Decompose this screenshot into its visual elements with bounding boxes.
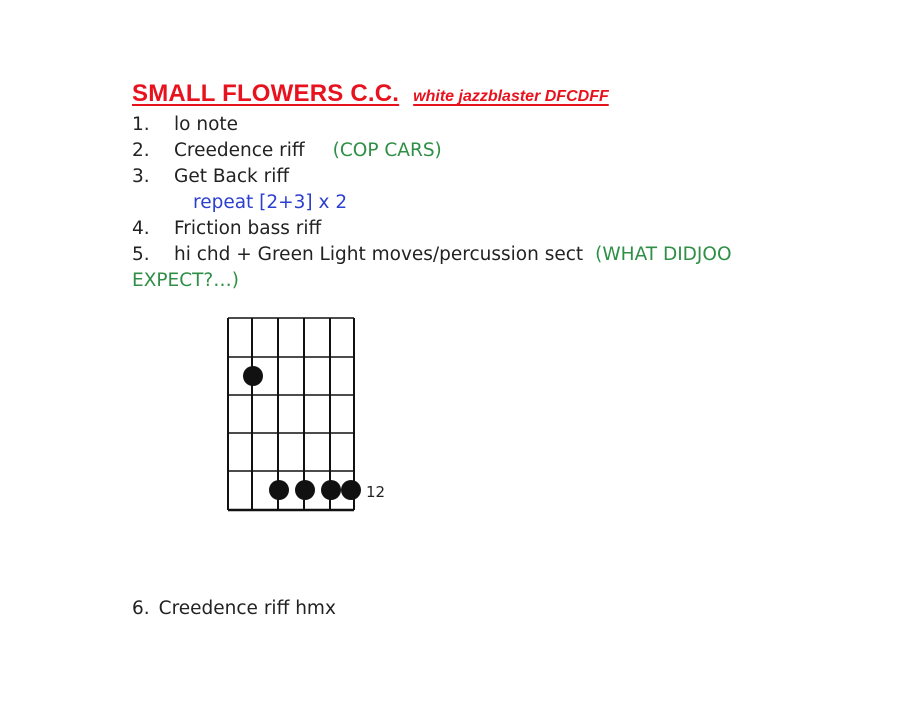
item-number: 3. (132, 166, 150, 187)
song-title-main: SMALL FLOWERS C.C. (132, 80, 400, 107)
finger-dot (321, 480, 341, 500)
list-item (132, 596, 336, 622)
item-text: Friction bass riff (174, 218, 322, 239)
finger-dot (269, 480, 289, 500)
item-text: Get Back riff (174, 166, 290, 187)
finger-dot (295, 480, 315, 500)
item-number: 4. (132, 218, 150, 239)
finger-dot (243, 366, 263, 386)
list-item (132, 138, 772, 164)
setlist (132, 112, 772, 294)
list-item (132, 242, 772, 294)
item-text: Creedence riff hmx (158, 598, 336, 619)
item-number: 1. (132, 114, 150, 135)
item-text: lo note (174, 114, 239, 135)
song-title (132, 80, 609, 108)
item-note: (COP CARS) (332, 140, 442, 161)
list-item (132, 164, 772, 190)
item-number: 6. (132, 598, 150, 619)
list-item (132, 216, 772, 242)
item-text: hi chd + Green Light moves/percussion sect (174, 244, 584, 265)
list-item (132, 112, 772, 138)
item-text: Creedence riff (174, 140, 305, 161)
repeat-instruction: repeat [2+3] x 2 (193, 192, 348, 213)
item-number: 2. (132, 140, 150, 161)
item-number: 5. (132, 244, 150, 265)
chord-diagram (226, 315, 396, 515)
fret-number-label: 12 (366, 483, 386, 501)
item-note: (WHAT DIDJOO EXPECT?…) (132, 244, 732, 291)
finger-dot (341, 480, 361, 500)
song-title-guitar-tuning: white jazzblaster DFCDFF (413, 88, 609, 105)
